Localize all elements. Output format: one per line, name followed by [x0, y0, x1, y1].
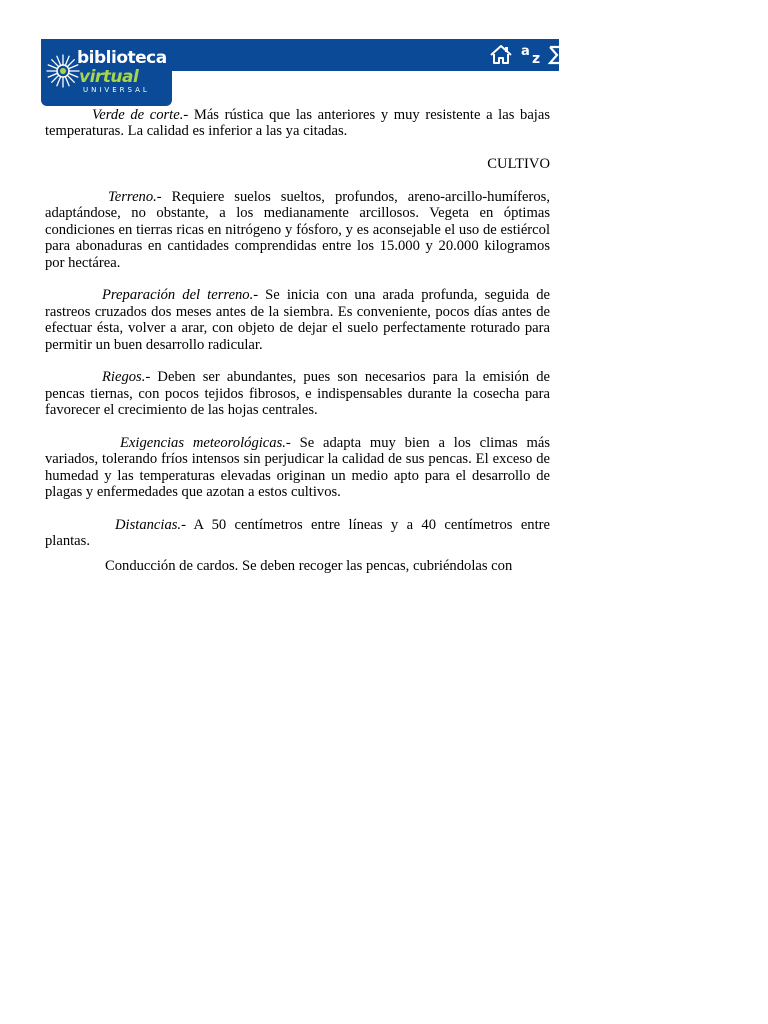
paragraph-terreno: [45, 189, 550, 271]
term-preparacion-del-terreno: Preparación del terreno.: [102, 287, 254, 304]
text-verde-de-corte: - Más rústica que las anteriores y muy resistente a las bajas temperaturas. La calidad es inferior a las ya citadas.: [45, 107, 551, 140]
biblioteca-virtual-logo[interactable]: [41, 39, 172, 106]
summary-button[interactable]: [547, 43, 559, 67]
logo-word-universal: UNIVERSAL: [83, 86, 150, 94]
starburst-logo-icon: [45, 53, 81, 89]
term-exigencias-meteorologicas: Exigencias meteorológicas.: [120, 435, 286, 452]
clipped-paragraph-text: Conducción de cardos. Se deben recoger las pencas, cubriéndolas con: [105, 558, 513, 574]
paragraph-distancias: [45, 517, 550, 550]
paragraph-preparacion-del-terreno: [45, 287, 550, 353]
az-index-icon: [520, 43, 546, 67]
section-title-cultivo: CULTIVO: [487, 156, 550, 173]
text-distancias: - A 50 centímetros entre líneas y a 40 centímetros entre plantas.: [45, 517, 550, 550]
document-body: [45, 107, 550, 550]
paragraph-exigencias-meteorologicas: [45, 435, 550, 501]
home-button[interactable]: [488, 43, 514, 67]
text-exigencias-meteorologicas: - Se adapta muy bien a los climas más variados, tolerando fríos intensos sin perjudicar la calidad de sus pencas. El exceso de humedad y las temperaturas elevadas originan un medio apto para el desarrollo de plagas y enfermedades que azotan a estos cultivos.: [45, 435, 551, 501]
az-index-button[interactable]: [520, 43, 546, 67]
logo-word-biblioteca: biblioteca: [77, 48, 167, 68]
term-terreno: Terreno.: [108, 189, 157, 205]
text-terreno: - Requiere suelos sueltos, profundos, areno-arcillo-humíferos, adaptándose, no obstante, a los medianamente arcillosos. Vegeta en óptimas condiciones en tierras ricas en nitrógeno y fósforo, y es aconsejable el uso de estiércol para abonaduras en cantidades comprendidas entre los 15.000 y 20.000 kilogramos por hectárea.: [45, 189, 550, 271]
term-distancias: Distancias.: [115, 517, 182, 534]
clipped-next-paragraph: [45, 558, 550, 574]
text-riegos: - Deben ser abundantes, pues son necesarios para la emisión de pencas tiernas, con pocos tejidos fibrosos, e indispensables durante la cosecha para favorecer el crecimiento de las hojas centrales.: [45, 369, 550, 419]
paragraph-riegos: [45, 369, 550, 418]
sigma-icon: [547, 43, 573, 67]
az-icon-a: a: [521, 44, 530, 59]
term-riegos: Riegos.: [102, 369, 146, 386]
home-icon: [488, 43, 514, 67]
term-verde-de-corte: Verde de corte.: [92, 107, 184, 123]
text-preparacion-del-terreno: - Se inicia con una arada profunda, seguida de rastreos cruzados dos meses antes de la siembra. Es conveniente, pocos días antes de efectuar ésta, volver a arar, con objeto de dejar el suelo perfectamente roturado para permitir un buen desarrollo radicular.: [45, 287, 550, 353]
paragraph-verde-de-corte: [45, 107, 550, 140]
logo-word-virtual: virtual: [79, 67, 139, 87]
az-icon-z: z: [532, 51, 541, 67]
